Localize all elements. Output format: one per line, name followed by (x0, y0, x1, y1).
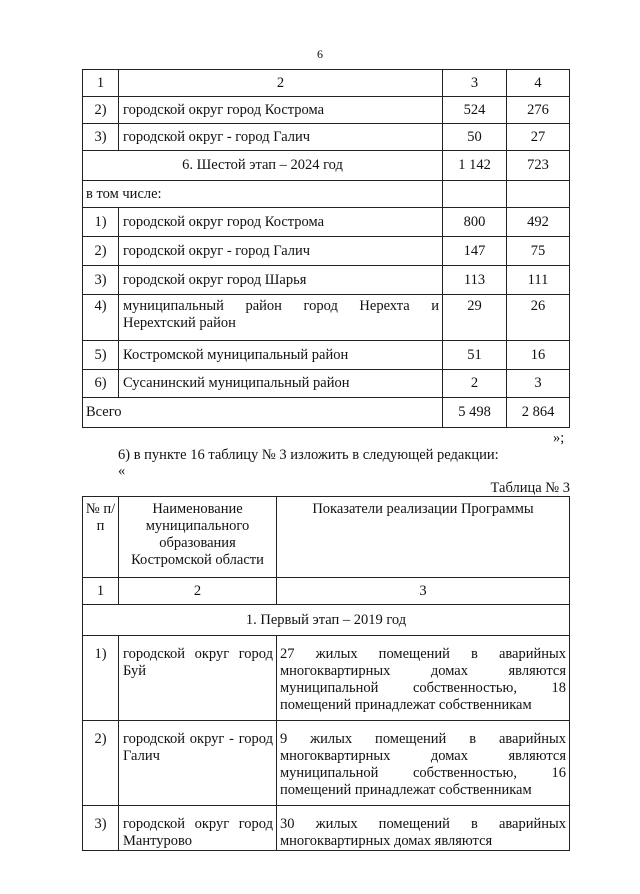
row-number: 3) (83, 806, 119, 851)
numbering-cell: 2 (119, 578, 277, 605)
municipality-name: Костромской муниципальный район (119, 341, 443, 370)
header-municipality: Наименование муниципального образования Костромской области (119, 497, 277, 578)
row-number: 6) (83, 370, 119, 398)
table-row (83, 237, 570, 266)
header-indicators: Показатели реализации Программы (277, 497, 570, 578)
stage-row (83, 605, 570, 636)
municipality-name: городской округ - город Галич (119, 237, 443, 266)
row-number: 5) (83, 341, 119, 370)
table-row (83, 295, 570, 341)
row-number: 4) (83, 295, 119, 341)
header-num: № п/п (83, 497, 119, 578)
municipality-name (119, 295, 443, 341)
row-number: 1) (83, 636, 119, 721)
value-cell: 2 (443, 370, 507, 398)
value-cell: 51 (443, 341, 507, 370)
value-cell: 1 142 (443, 151, 507, 181)
table-header-row (83, 497, 570, 578)
table-row (83, 208, 570, 237)
empty-cell (443, 181, 507, 208)
value-cell: 723 (507, 151, 570, 181)
value-cell: 16 (507, 341, 570, 370)
municipality-name: городской округ город Мантурово (119, 806, 277, 851)
value-cell: 800 (443, 208, 507, 237)
value-cell: 3 (507, 370, 570, 398)
value-cell: 26 (507, 295, 570, 341)
value-cell: 75 (507, 237, 570, 266)
opening-quote: « (118, 463, 126, 479)
total-label: Всего (83, 398, 443, 428)
municipality-name: городской округ город Кострома (119, 208, 443, 237)
indicator-text: 9 жилых помещений в аварийных многоквартирных домах являются муниципальной собственностью, 16 помещений принадлежат собственникам (277, 721, 570, 806)
table-program-indicators (82, 496, 570, 851)
municipality-name: городской округ город Кострома (119, 97, 443, 124)
table-row (83, 806, 570, 851)
table-row (83, 370, 570, 398)
closing-quote: »; (553, 430, 565, 446)
table-row (83, 636, 570, 721)
stage-title: 6. Шестой этап – 2024 год (83, 151, 443, 181)
header-cell: 3 (443, 70, 507, 97)
value-cell: 276 (507, 97, 570, 124)
stage-title: 1. Первый этап – 2019 год (83, 605, 570, 636)
municipality-name: городской округ город Шарья (119, 266, 443, 295)
row-number: 1) (83, 208, 119, 237)
indicator-text: 27 жилых помещений в аварийных многоквартирных домах являются муниципальной собственностью, 18 помещений принадлежат собственникам (277, 636, 570, 721)
table-row (83, 266, 570, 295)
table-row (83, 341, 570, 370)
municipality-name-line1: муниципальный район город Нерехта и (123, 298, 439, 314)
header-cell: 1 (83, 70, 119, 97)
including-row (83, 181, 570, 208)
numbering-cell: 3 (277, 578, 570, 605)
row-number: 2) (83, 237, 119, 266)
municipality-name: Сусанинский муниципальный район (119, 370, 443, 398)
numbering-row (83, 578, 570, 605)
value-cell: 492 (507, 208, 570, 237)
value-cell: 50 (443, 124, 507, 151)
total-row (83, 398, 570, 428)
row-number: 2) (83, 721, 119, 806)
including-label: в том числе: (83, 181, 443, 208)
municipality-name: городской округ город Буй (119, 636, 277, 721)
total-value: 2 864 (507, 398, 570, 428)
table-stages-quantities (82, 69, 570, 428)
row-number: 3) (83, 266, 119, 295)
value-cell: 29 (443, 295, 507, 341)
header-cell: 4 (507, 70, 570, 97)
indicator-text: 30 жилых помещений в аварийных многоквартирных домах являются (277, 806, 570, 851)
value-cell: 524 (443, 97, 507, 124)
numbering-cell: 1 (83, 578, 119, 605)
stage-row (83, 151, 570, 181)
table-header-row (83, 70, 570, 97)
municipality-name: городской округ - город Галич (119, 124, 443, 151)
value-cell: 113 (443, 266, 507, 295)
value-cell: 147 (443, 237, 507, 266)
value-cell: 111 (507, 266, 570, 295)
municipality-name: городской округ - город Галич (119, 721, 277, 806)
table-row (83, 721, 570, 806)
amendment-paragraph: 6) в пункте 16 таблицу № 3 изложить в следующей редакции: (118, 447, 499, 463)
header-cell: 2 (119, 70, 443, 97)
municipality-name-line2: Нерехтский район (123, 315, 236, 331)
empty-cell (507, 181, 570, 208)
table-row (83, 124, 570, 151)
table-caption: Таблица № 3 (490, 480, 570, 496)
page-number: 6 (317, 47, 323, 61)
table-row (83, 97, 570, 124)
row-number: 2) (83, 97, 119, 124)
row-number: 3) (83, 124, 119, 151)
total-value: 5 498 (443, 398, 507, 428)
value-cell: 27 (507, 124, 570, 151)
